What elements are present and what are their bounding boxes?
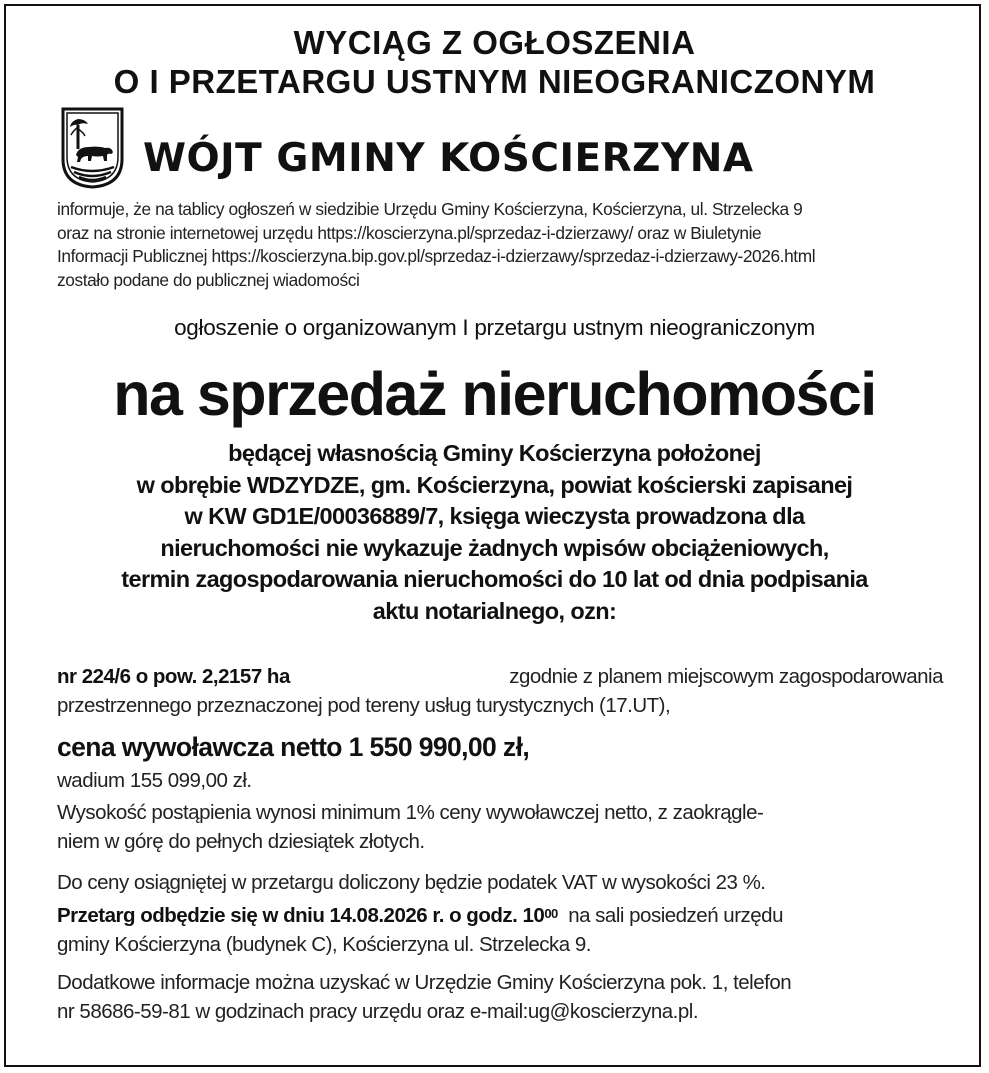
issuer-heading: WÓJT GMINY KOŚCIERZYNA: [143, 136, 754, 181]
headline: na sprzedaż nieruchomości: [113, 360, 876, 428]
deposit: wadium 155 099,00 zł.: [57, 769, 252, 792]
auction-date: Przetarg odbędzie się w dniu 14.08.2026 r. o godz. $10^{00}$: [57, 904, 558, 927]
parcel-paragraph: [57, 662, 943, 720]
intro-paragraph: [57, 198, 947, 292]
description-line: będącej własnością Gminy Kościerzyna położonej: [228, 440, 761, 466]
parcel-line1-rest: zgodnie z planem miejscowym zagospodarowania: [509, 665, 943, 688]
vat-info: Do ceny osiągniętej w przetargu doliczony będzie podatek VAT w wysokości 23 %.: [57, 871, 766, 894]
contact-line2: nr 58686-59-81 w godzinach pracy urzędu oraz e-mail:ug@koscierzyna.pl.: [57, 1000, 699, 1023]
increment-line2: niem w górę do pełnych dziesiątek złotych.: [57, 830, 425, 853]
description-line: termin zagospodarowania nieruchomości do 10 lat od dnia podpisania: [121, 566, 868, 592]
description-line: w KW GD1E/00036889/7, księga wieczysta prowadzona dla: [184, 503, 805, 529]
increment-line1: Wysokość postąpienia wynosi minimum 1% ceny wywoławczej netto, z zaokrągle-: [57, 801, 764, 824]
contact-paragraph: [57, 968, 943, 1026]
auction-place: na sali posiedzeń urzędu: [568, 904, 783, 927]
intro-line: informuje, że na tablicy ogłoszeń w siedzibie Urzędu Gminy Kościerzyna, Kościerzyna, ul. Strzelecka 9: [57, 199, 803, 219]
starting-price: cena wywoławcza netto 1 550 990,00 zł,: [57, 732, 530, 762]
notice-title-line2: O I PRZETARGU USTNYM NIEOGRANICZONYM: [113, 63, 876, 100]
intro-line: zostało podane do publicznej wiadomości: [57, 269, 360, 290]
coat-of-arms-bear-icon: [61, 107, 124, 189]
description-line: nieruchomości nie wykazuje żadnych wpisów obciążeniowych,: [160, 534, 829, 561]
increment-paragraph: [57, 798, 943, 856]
announcement-subtitle: ogłoszenie o organizowanym I przetargu ustnym nieograniczonym: [174, 315, 815, 340]
intro-line: Informacji Publicznej https://koscierzyna.bip.gov.pl/sprzedaz-i-dzierzawy/sprzedaz-i-dzierzawy-2026.html: [57, 246, 816, 266]
auction-line2: gminy Kościerzyna (budynek C), Kościerzyna ul. Strzelecka 9.: [57, 933, 591, 956]
contact-line1: Dodatkowe informacje można uzyskać w Urzędzie Gminy Kościerzyna pok. 1, telefon: [57, 971, 792, 994]
description-line: aktu notarialnego, ozn:: [372, 597, 617, 624]
auction-paragraph: [57, 901, 943, 959]
description-line: w obrębie WDZYDZE, gm. Kościerzyna, powiat kościerski zapisanej: [136, 471, 853, 498]
parcel-line2: przestrzennego przeznaczonej pod tereny usług turystycznych (17.UT),: [57, 694, 671, 717]
notice-title-line1: WYCIĄG Z OGŁOSZENIA: [293, 24, 696, 61]
property-description: [0, 438, 989, 627]
parcel-number: nr 224/6 o pow. 2,2157 ha: [57, 665, 290, 688]
intro-line: oraz na stronie internetowej urzędu https://koscierzyna.pl/sprzedaz-i-dzierzawy/ oraz w Biuletynie: [57, 222, 762, 243]
